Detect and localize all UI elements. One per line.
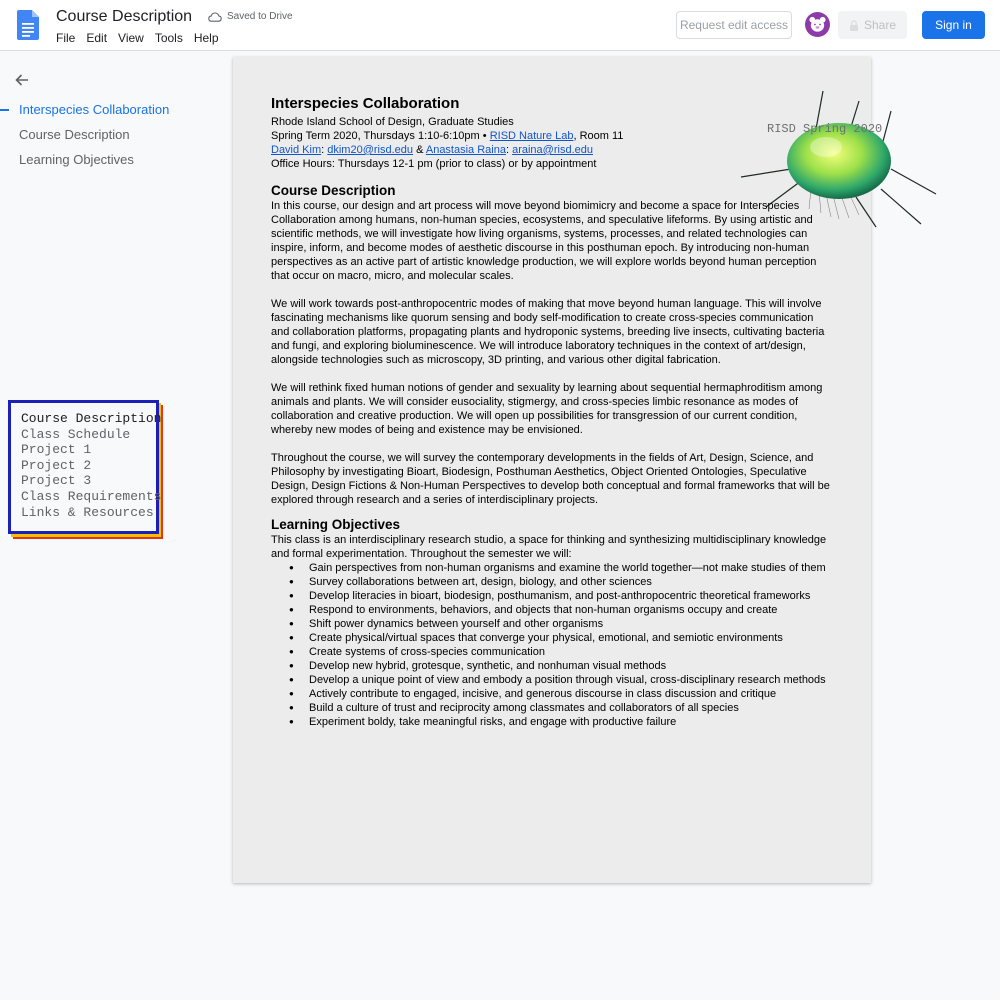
document-title[interactable]: Course Description (56, 8, 193, 25)
saved-status[interactable] (208, 11, 293, 22)
risd-term-tag: RISD Spring 2020 (767, 122, 883, 136)
anonymous-animal-avatar-icon (808, 15, 827, 34)
outline-item-learning-objectives[interactable]: Learning Objectives (19, 152, 134, 167)
avatar[interactable] (805, 12, 830, 37)
nav-project-2[interactable]: Project 2 (21, 457, 92, 473)
list-item: ● Build a culture of trust and reciprocity among classmates and collaborators of all species (271, 701, 831, 715)
list-item: ● Actively contribute to engaged, incisive, and generous discourse in class discussion and critique (271, 687, 831, 701)
request-edit-access-button[interactable]: Request edit access (676, 11, 792, 39)
dkim-email-link[interactable]: dkim20@risd.edu (327, 144, 414, 156)
sign-in-button[interactable]: Sign in (922, 11, 985, 39)
office-hours: Office Hours: Thursdays 12-1 pm (prior to class) or by appointment (271, 158, 597, 170)
lock-icon (849, 20, 859, 31)
menu-help[interactable]: Help (193, 31, 219, 45)
david-kim-link[interactable]: David Kim (271, 144, 322, 156)
saved-status-label: Saved to Drive (227, 11, 293, 22)
nav-links-resources[interactable]: Links & Resources (21, 504, 154, 520)
list-item: ● Develop new hybrid, grotesque, synthetic, and nonhuman visual methods (271, 659, 831, 673)
nav-project-1[interactable]: Project 1 (21, 442, 92, 458)
list-item: ● Develop literacies in bioart, biodesign, posthumanism, and post-anthropocentric theoretical frameworks (271, 589, 831, 603)
back-arrow-icon[interactable] (14, 72, 30, 88)
course-description-heading: Course Description (271, 183, 396, 198)
google-docs-icon[interactable] (17, 10, 39, 40)
school-line: Rhode Island School of Design, Graduate Studies (271, 116, 514, 128)
list-item: ● Survey collaborations between art, design, biology, and other sciences (271, 575, 831, 589)
risd-nature-lab-link[interactable]: RISD Nature Lab (489, 130, 574, 142)
araina-email-link[interactable]: araina@risd.edu (512, 144, 593, 156)
nav-project-3[interactable]: Project 3 (21, 473, 92, 489)
menu-edit[interactable]: Edit (86, 31, 108, 45)
document-outline (0, 100, 210, 175)
separator-colon: : (505, 144, 513, 156)
paragraph: We will rethink fixed human notions of gender and sexuality by learning about sequential hermaphroditism among animals and plants. We will consider eusociality, stigmergy, and cross-species limbic resonance as modes of collaboration and creative production. We will open up possibilities for transgression of our current condition, whereby new modes of being and existence may be envisioned. (271, 382, 823, 436)
course-nav-box (8, 400, 162, 534)
term-text: Spring Term 2020, Thursdays 1:10-6:10pm • (271, 130, 490, 142)
cloud-saved-icon (208, 12, 222, 22)
list-item: ● Create physical/virtual spaces that converge your physical, emotional, and semiotic environments (271, 631, 831, 645)
anastasia-raina-link[interactable]: Anastasia Raina (425, 144, 506, 156)
learning-objectives-heading: Learning Objectives (271, 517, 401, 532)
share-button[interactable] (838, 11, 907, 39)
nav-course-description[interactable]: Course Description (21, 411, 162, 426)
term-line (271, 129, 831, 143)
separator-ampersand: & (413, 144, 426, 156)
list-item: ● Experiment boldy, take meaningful risks, and engage with productive failure (271, 715, 831, 729)
paragraph: Throughout the course, we will survey the contemporary developments in the fields of Art, Design, Science, and Philosophy by investigating Bioart, Biodesign, Posthuman Aesthetics, Object Oriented Ontologies, Speculative Design, Design Fictions & Non-Human Perspectives to develop both conceptual and formal frameworks that will be explored through research and a series of interdisciplinary projects. (271, 452, 830, 506)
room-text: , Room 11 (573, 130, 624, 142)
list-item: ● Develop a unique point of view and embody a position through visual, cross-disciplinary research methods (271, 673, 831, 687)
document-body (271, 95, 831, 729)
share-label: Share (863, 18, 897, 32)
list-item: ● Respond to environments, behaviors, and objects that non-human organisms occupy and create (271, 603, 831, 617)
menu-file[interactable]: File (56, 31, 76, 45)
menu-tools[interactable]: Tools (154, 31, 183, 45)
document-page (233, 57, 883, 883)
list-item: ● Gain perspectives from non-human organisms and examine the world together—not make studies of them (271, 561, 831, 575)
nav-class-schedule[interactable]: Class Schedule (21, 426, 131, 442)
menu-bar (56, 31, 219, 45)
nav-class-requirements[interactable]: Class Requirements (21, 488, 162, 504)
separator-colon: : (321, 144, 328, 156)
menu-view[interactable]: View (118, 31, 144, 45)
paragraph: We will work towards post-anthropocentric modes of making that move beyond human language. This will involve fascinating mechanisms like quorum sensing and body self-modification to create cross-species communication and collaboration platforms, propagating plants and hydroponic systems, breeding live insects, cultivating bacteria and fungi, and exploring bioluminescence. We will introduce laboratory techniques in the context of art/design, alongside technologies such as microscopy, 3D printing, and various other digital fabrication. (271, 298, 825, 366)
document-heading: Interspecies Collaboration (271, 95, 460, 112)
instructors-line (271, 143, 831, 157)
objectives-list (271, 561, 831, 729)
outline-item-interspecies-collaboration[interactable]: Interspecies Collaboration (0, 100, 210, 125)
paragraph: In this course, our design and art process will move beyond biomimicry and become a space for Interspecies Collaboration among humans, non-human species, ecosystems, and speculative lifeforms. By using artistic and scientific methods, we will investigate how living organisms, systems, processes, and related technologies can inspire, inform, and become modes of aesthetic discourse in this posthuman epoch. By introducing non-human perspectives as an active part of artistic knowledge production, we will explore worlds beyond human perception that occur on macro, micro, and molecular scales. (271, 200, 817, 282)
list-item: ● Shift power dynamics between yourself and other organisms (271, 617, 831, 631)
learning-intro: This class is an interdisciplinary research studio, a space for thinking and synthesizing multidisciplinary knowledge and formal experimentation. Throughout the semester we will: (271, 534, 827, 560)
outline-item-course-description[interactable]: Course Description (19, 127, 130, 142)
list-item: ● Create systems of cross-species communication (271, 645, 831, 659)
top-bar (0, 0, 1000, 51)
